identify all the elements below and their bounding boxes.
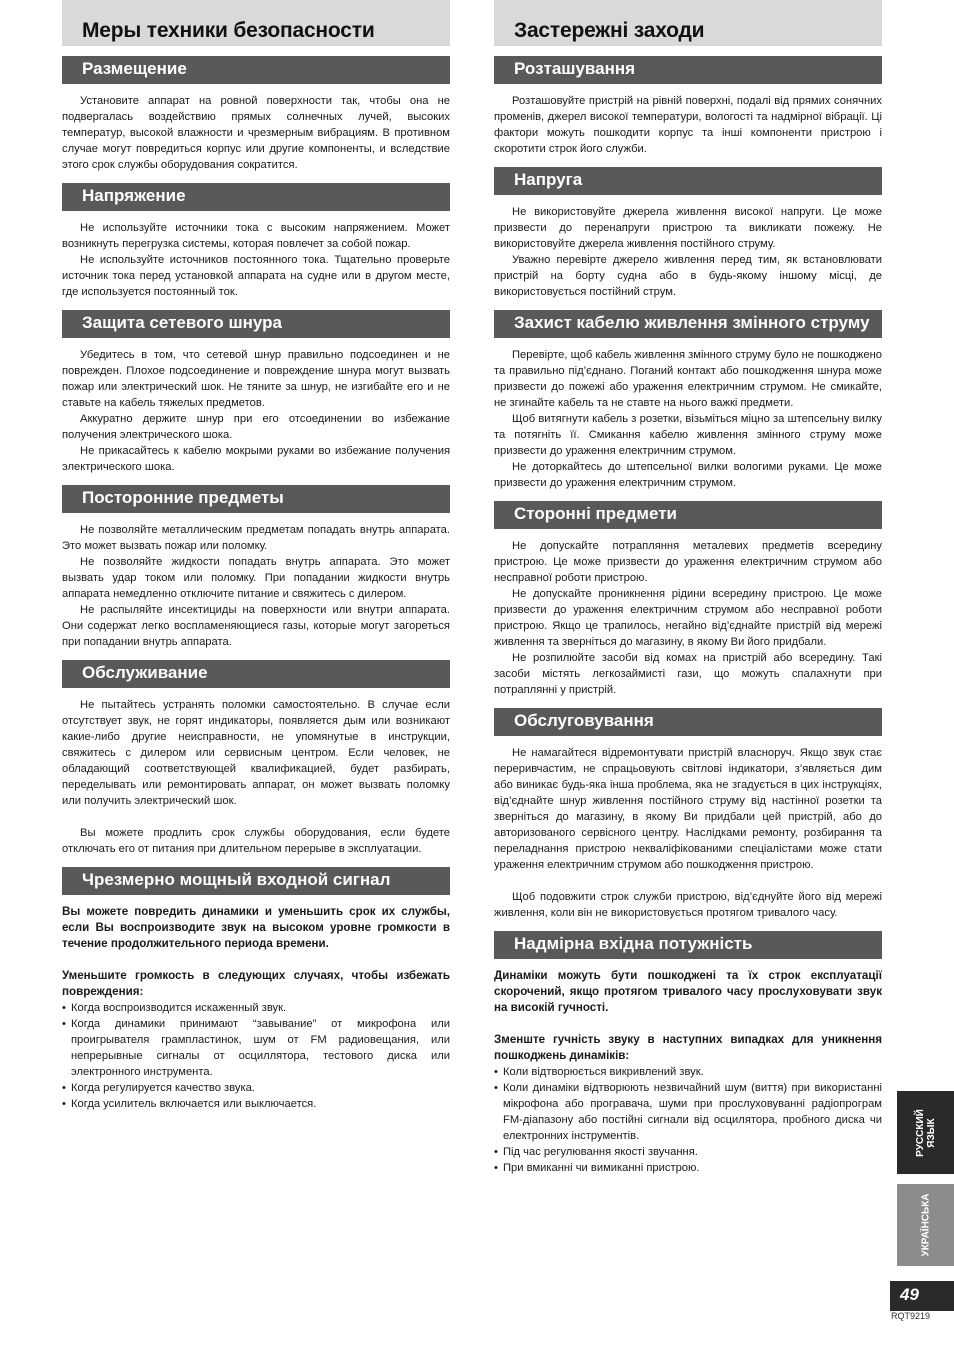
paragraph: Не використовуйте джерела живлення високої напруги. Це може призвести до перенапруги пристрою та викликати пожежу. Не використовуйте джерела живлення постійного струму. xyxy=(494,206,882,250)
section-body xyxy=(494,204,882,300)
language-tab-ukrainian-label: УКРАЇНСЬКА xyxy=(920,1193,931,1257)
section-body xyxy=(62,697,450,857)
paragraph: Динаміки можуть бути пошкоджені та їх строк експлуатації скорочений, якщо протягом тривалого часу прослуховувати звук на високій гучності. xyxy=(494,969,882,1014)
paragraph: Установите аппарат на ровной поверхности так, чтобы она не подвергалась воздействию прямых солнечных лучей, высоких температур, высокой влажности и чрезмерным вибрациям. В противном случае могут повредиться корпус или другие компоненты, и вследствие этого срок службы оборудования сократится. xyxy=(62,95,450,171)
paragraph: Аккуратно держите шнур при его отсоединении во избежание получения электрического шока. xyxy=(62,413,450,441)
section-heading: Обслуговування xyxy=(494,708,882,736)
paragraph: Уважно перевірте джерело живлення перед тим, як встановлювати пристрій на борту судна або в будь-якому іншому місці, де використовується постійний струм. xyxy=(494,254,882,298)
section-heading: Захист кабелю живлення змінного струму xyxy=(494,310,882,338)
document-code: RQT9219 xyxy=(891,1311,931,1321)
section-body xyxy=(62,904,450,1112)
section-body xyxy=(62,93,450,173)
language-tab-russian xyxy=(897,1091,954,1174)
paragraph: Розташовуйте пристрій на рівній поверхні, подалі від прямих сонячних променів, джерел високої температури, вологості та надмірної вібрації. Ці фактори можуть пошкодити корпус та інші компоненти пристрою і скоротити строк його служби. xyxy=(494,95,882,155)
section-heading: Обслуживание xyxy=(62,660,450,688)
paragraph: Щоб подовжити строк служби пристрою, від’єднуйте його від мережі живлення, коли він не використовується протягом тривалого часу. xyxy=(494,891,882,919)
paragraph: Перевірте, щоб кабель живлення змінного струму було не пошкоджено та правильно під’єднано. Поганий контакт або пошкодження шнура може призвести до пожежі або ураження електричним струмом. Не смикайте, не згинайте кабель та не ставте на нього важкі предмети. xyxy=(494,349,882,409)
paragraph: Не позволяйте металлическим предметам попадать внутрь аппарата. Это может вызвать пожар или поломку. xyxy=(62,524,450,552)
paragraph: Зменште гучність звуку в наступних випадках для уникнення пошкоджень динаміків: xyxy=(494,1033,882,1062)
page-number-box xyxy=(890,1281,954,1311)
section-body xyxy=(494,347,882,491)
section-body xyxy=(62,347,450,475)
section-heading: Розташування xyxy=(494,56,882,84)
section-heading: Надмірна вхідна потужність xyxy=(494,931,882,959)
paragraph: Вы можете повредить динамики и уменьшить срок их службы, если Вы воспроизводите звук на высоком уровне громкости в течение продолжительного периода времени. xyxy=(62,905,450,950)
paragraph: Не прикасайтесь к кабелю мокрыми руками во избежание получения электрического шока. xyxy=(62,445,450,473)
paragraph: Не пытайтесь устранять поломки самостоятельно. В случае если отсутствует звук, не горят индикаторы, появляется дым или возникают какие-либо другие неисправности, не упомянутые в инструкции, свяжитесь с дилером или сервисным центром. Если человек, не обладающий соответствующей квалификацией, будет разбирать, переделывать или ремонтировать аппарат, он может вызвать поломку или получить электрический шок. xyxy=(62,699,450,807)
paragraph: Не доторкайтесь до штепсельної вилки вологими руками. Це може призвести до ураження електричним струмом. xyxy=(494,461,882,489)
paragraph: Не допускайте потрапляння металевих предметів всередину пристрою. Це може призвести до ураження електричним струмом або несправної роботи пристрою. xyxy=(494,540,882,584)
bullet-item: • Коли динаміки відтворюють незвичайний шум (виття) при використанні мікрофона або програвача, шуми при прослуховуванні радіопрограм FM-діапазону або постійні сигнали від осцилятора, пробного диска чи електронних інструментів. xyxy=(494,1080,882,1144)
right-page-title: Застережні заходи xyxy=(514,19,705,42)
bullet-list xyxy=(62,1000,450,1112)
paragraph: Не позволяйте жидкости попадать внутрь аппарата. Это может вызвать удар током или поломку. При попадании жидкости внутрь аппарата немедленно отключите питание и свяжитесь с дилером. xyxy=(62,556,450,600)
bullet-list xyxy=(494,1064,882,1176)
section-body xyxy=(62,220,450,300)
paragraph: Не используйте источников постоянного тока. Тщательно проверьте источник тока перед установкой аппарата на судне или в другом месте, где используется постоянный ток. xyxy=(62,254,450,298)
language-tab-russian-label: РУССКИЙ ЯЗЫК xyxy=(914,1108,937,1157)
section-body xyxy=(62,522,450,650)
bullet-item: • Когда регулируется качество звука. xyxy=(62,1080,450,1096)
bullet-item: • Когда воспроизводится искаженный звук. xyxy=(62,1000,450,1016)
section-body xyxy=(494,968,882,1176)
page-number: 49 xyxy=(900,1285,919,1304)
paragraph: Убедитесь в том, что сетевой шнур правильно подсоединен и не поврежден. Плохое подсоединение и повреждение шнура могут вызвать пожар или электрический шок. Не тяните за шнур, не изгибайте его и не ставьте на кабель тяжелых предметов. xyxy=(62,349,450,409)
paragraph: Уменьшите громкость в следующих случаях, чтобы избежать повреждения: xyxy=(62,969,450,998)
section-heading: Напряжение xyxy=(62,183,450,211)
bullet-item: • Когда усилитель включается или выключается. xyxy=(62,1096,450,1112)
section-heading: Защита сетевого шнура xyxy=(62,310,450,338)
right-title-bar xyxy=(494,0,882,46)
bullet-item: • При вмиканні чи вимиканні пристрою. xyxy=(494,1160,882,1176)
paragraph: Щоб витягнути кабель з розетки, візьміться міцно за штепсельну вилку та потягніть її. Смикання кабелю живлення змінного струму може призвести до ураження електричним струмом. xyxy=(494,413,882,457)
section-heading: Размещение xyxy=(62,56,450,84)
section-body xyxy=(494,93,882,157)
section-heading: Сторонні предмети xyxy=(494,501,882,529)
paragraph: Не распыляйте инсектициды на поверхности или внутри аппарата. Они содержат легко воспламеняющиеся газы, которые могут загореться при попадании внутрь аппарата. xyxy=(62,604,450,648)
bullet-item: • Когда динамики принимают “завывание” от микрофона или проигрывателя грампластинок, шум от FM радиовещания, или непрерывные сигналы от осциллятора, тестового диска или электронного инструмента. xyxy=(62,1016,450,1080)
section-body xyxy=(494,745,882,921)
bullet-item: • Коли відтворюється викривлений звук. xyxy=(494,1064,882,1080)
right-column xyxy=(494,0,882,1176)
section-heading: Посторонние предметы xyxy=(62,485,450,513)
paragraph: Не используйте источники тока с высоким напряжением. Может возникнуть перегрузка системы, которая повлечет за собой пожар. xyxy=(62,222,450,250)
left-column xyxy=(62,0,450,1112)
bullet-item: • Під час регулювання якості звучання. xyxy=(494,1144,882,1160)
paragraph: Не розпилюйте засоби від комах на пристрій або всередину. Такі засоби містять легкозаймисті гази, що можуть спалахнути при потраплянні у пристрій. xyxy=(494,652,882,696)
section-body xyxy=(494,538,882,698)
paragraph: Вы можете продлить срок службы оборудования, если будете отключать его от питания при длительном перерыве в эксплуатации. xyxy=(62,827,450,855)
section-heading: Чрезмерно мощный входной сигнал xyxy=(62,867,450,895)
left-title-bar xyxy=(62,0,450,46)
paragraph: Не намагайтеся відремонтувати пристрій власноруч. Якщо звук стає переривчастим, не спрацьовують світлові індикатори, з’являється дим або виникає будь-яка інша проблема, яка не згадується в цих інструкціях, від’єднайте шнур живлення постійного струму від настінної розетки та зверніться до магазину, в якому Ви придбали цей пристрій, або до авторизованого сервісного центру. Наслідками ремонту, розбирання та переладнання пристрою некваліфікованими спеціалістами може стати ураження електричним струмом або пошкодження пристрою. xyxy=(494,747,882,871)
paragraph: Не допускайте проникнення рідини всередину пристрою. Це може призвести до ураження електричним струмом або несправної роботи пристрою. Якщо це трапилось, негайно від’єднайте пристрій від мережі живлення та зверніться до магазину, в якому Ви його придбали. xyxy=(494,588,882,648)
section-heading: Напруга xyxy=(494,167,882,195)
language-tab-ukrainian xyxy=(897,1184,954,1266)
left-page-title: Меры техники безопасности xyxy=(82,19,375,42)
